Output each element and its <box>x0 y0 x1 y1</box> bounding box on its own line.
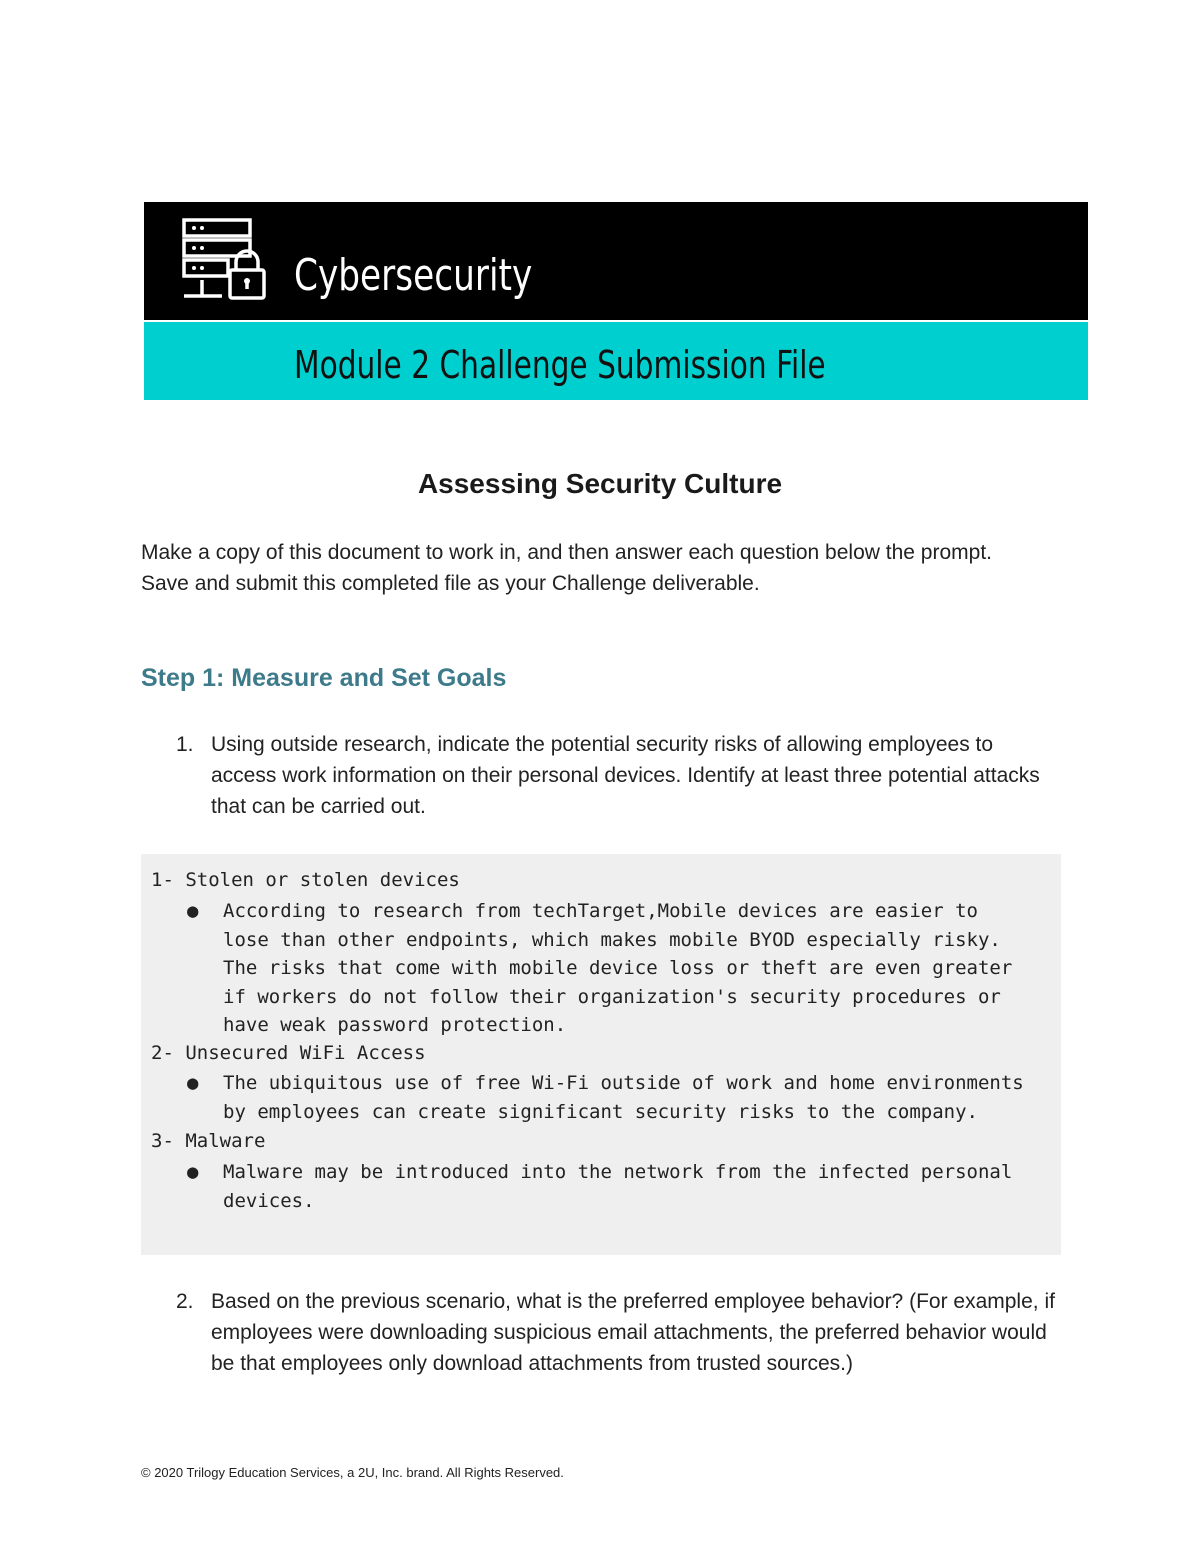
question-1 <box>176 729 1056 822</box>
bullet-icon: ● <box>187 900 199 922</box>
bullet-text: According to research from techTarget,Mobile devices are easier to lose than other endpoints, which makes mobile BYOD especially risky. The risks that come with mobile device loss or theft are even greater if workers do not follow their organization's security procedures or have weak password protection. <box>223 900 1013 1036</box>
header-banner <box>144 202 1088 320</box>
bullet-icon: ● <box>187 1161 199 1183</box>
intro-paragraph: Make a copy of this document to work in, and then answer each question below the prompt. Save and submit this completed file as your Challenge deliverable. <box>141 541 992 595</box>
module-title: Module 2 Challenge Submission File <box>294 343 826 387</box>
question-number: 1. <box>176 733 194 756</box>
footer-copyright: © 2020 Trilogy Education Services, a 2U, Inc. brand. All Rights Reserved. <box>141 1465 564 1480</box>
bullet-icon: ● <box>187 1072 199 1094</box>
answer-box[interactable] <box>141 854 1061 1255</box>
bullet-text: The ubiquitous use of free Wi-Fi outside of work and home environments by employees can create significant security risks to the company. <box>223 1072 1024 1123</box>
question-number: 2. <box>176 1290 194 1313</box>
answer-bullet <box>187 897 1013 1036</box>
server-lock-icon <box>182 216 268 302</box>
answer-item: 1- Stolen or stolen devices <box>151 869 460 891</box>
answer-bullet <box>187 1158 1013 1272</box>
document-title: Assessing Security Culture <box>417 468 783 499</box>
question-text: Using outside research, indicate the potential security risks of allowing employees to access work information on their personal devices. Identify at least three potential attacks that can be carried out. <box>211 733 1040 818</box>
question-2 <box>176 1286 1056 1379</box>
answer-item: 3- Malware <box>151 1130 266 1152</box>
bullet-text: Malware may be introduced into the network from the infected personal devices. <box>223 1161 1013 1212</box>
brand-title: Cybersecurity <box>294 250 533 301</box>
answer-item: 2- Unsecured WiFi Access <box>151 1042 426 1064</box>
module-banner <box>144 322 1088 400</box>
question-text: Based on the previous scenario, what is the preferred employee behavior? (For example, if employees were downloading suspicious email attachments, the preferred behavior would be that employees only download attachments from trusted sources.) <box>211 1290 1055 1375</box>
step-heading: Step 1: Measure and Set Goals <box>141 664 507 692</box>
